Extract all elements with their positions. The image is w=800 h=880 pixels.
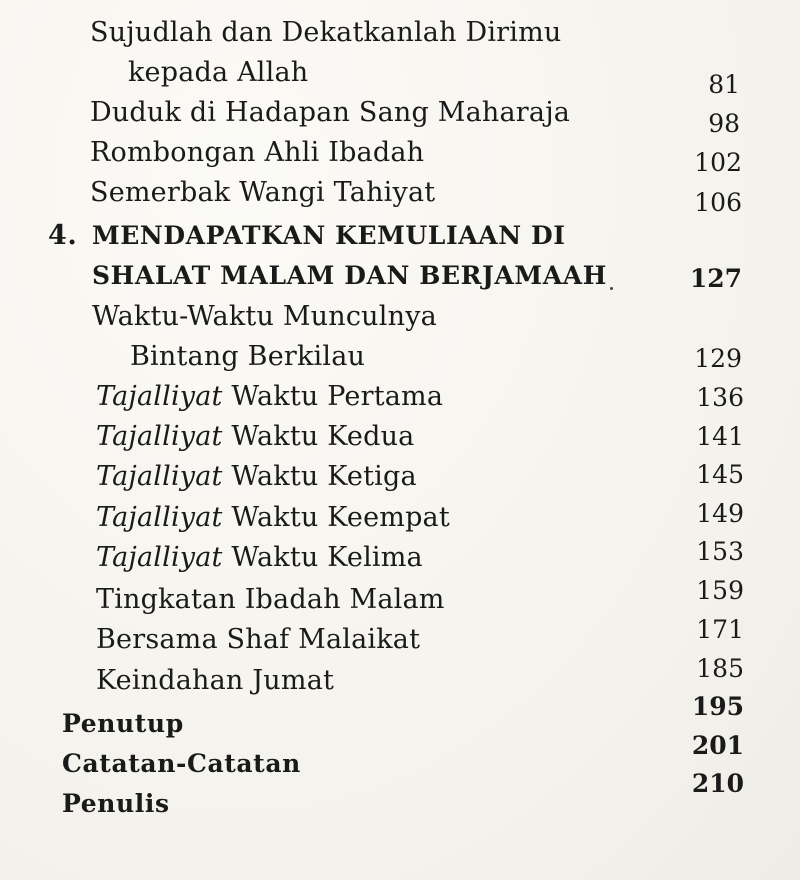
italic-term: Tajalliyat xyxy=(96,461,223,492)
toc-page-number: 195 xyxy=(691,692,744,721)
toc-entry-title xyxy=(96,501,450,535)
toc-entry-rest: Waktu Keempat xyxy=(222,502,450,533)
toc-entry-title: Keindahan Jumat xyxy=(96,665,335,696)
toc-entry-rest: Waktu Pertama xyxy=(222,381,444,412)
toc-entry-title: Penulis xyxy=(62,789,170,818)
toc-entry-title: Duduk di Hadapan Sang Maharaja xyxy=(90,97,571,128)
chapter-title-line2: SHALAT MALAM DAN BERJAMAAH xyxy=(92,261,607,290)
toc-page-number: 185 xyxy=(696,654,744,683)
toc-entry-rest: Waktu Kelima xyxy=(222,542,423,573)
toc-entry-title xyxy=(96,460,417,494)
toc-page-number: 106 xyxy=(694,188,742,217)
toc-page-number: 129 xyxy=(694,344,742,373)
toc-entry-title: Semerbak Wangi Tahiyat xyxy=(90,177,436,208)
chapter-page-number: 127 xyxy=(689,264,742,293)
toc-page-number: 81 xyxy=(708,70,740,99)
toc-entry-title: Bersama Shaf Malaikat xyxy=(96,624,421,655)
toc-entry-title-line2: Bintang Berkilau xyxy=(130,341,366,372)
toc-entry-title-line1: Waktu-Waktu Munculnya xyxy=(92,301,437,332)
toc-page-number: 149 xyxy=(696,499,744,528)
chapter-title-line1: MENDAPATKAN KEMULIAAN DI xyxy=(92,221,566,250)
italic-term: Tajalliyat xyxy=(96,421,223,452)
toc-entry-title xyxy=(96,420,414,454)
toc-entry-title-line1: Sujudlah dan Dekatkanlah Dirimu xyxy=(90,17,562,48)
toc-entry-rest: Waktu Kedua xyxy=(222,421,415,452)
toc-entry-title: Penutup xyxy=(62,709,184,738)
toc-entry-title: Tingkatan Ibadah Malam xyxy=(96,584,445,615)
italic-term: Tajalliyat xyxy=(96,381,223,412)
toc-page-number: 153 xyxy=(696,537,744,566)
toc-page-number: 171 xyxy=(696,615,744,644)
chapter-number: 4. xyxy=(48,220,78,251)
toc-entry-title-line2: kepada Allah xyxy=(128,57,309,88)
toc-page-number: 145 xyxy=(696,460,744,489)
italic-term: Tajalliyat xyxy=(96,502,223,533)
toc-entry-title: Rombongan Ahli Ibadah xyxy=(90,137,425,168)
toc-entry-title: Catatan-Catatan xyxy=(62,749,301,778)
toc-page-number: 159 xyxy=(696,576,744,605)
toc-page-number: 210 xyxy=(691,769,744,798)
toc-page-number: 136 xyxy=(696,383,744,412)
toc-page-number: 102 xyxy=(694,148,742,177)
toc-page-number: 98 xyxy=(708,109,740,138)
italic-term: Tajalliyat xyxy=(96,542,223,573)
toc-page-number: 141 xyxy=(696,422,744,451)
toc-entry-title xyxy=(96,541,423,575)
leader-dot xyxy=(610,287,613,290)
toc-page-number: 201 xyxy=(691,731,744,760)
toc-entry-title xyxy=(96,380,443,414)
toc-entry-rest: Waktu Ketiga xyxy=(222,461,417,492)
